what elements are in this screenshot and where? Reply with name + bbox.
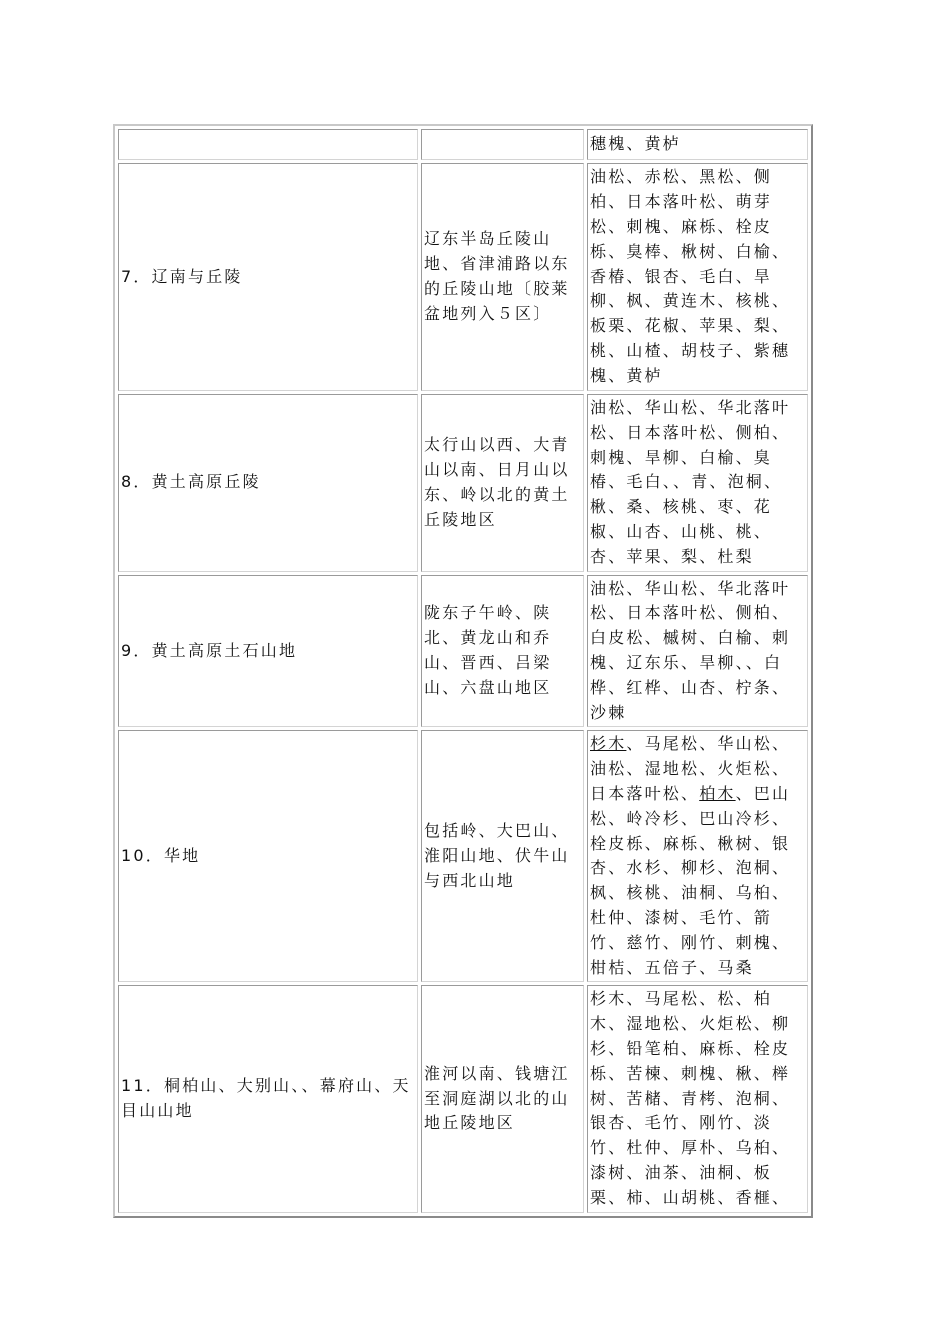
species-cell [587,129,808,160]
species-text: 油松、华山松、华北落叶松、日本落叶松、侧柏、白皮松、槭树、白榆、刺槐、辽东乐、旱柳、、白桦、红桦、山杏、柠条、沙棘 [590,578,791,722]
region-cell: 7．辽南与丘陵 [118,163,418,391]
region-cell: 9．黄土高原土石山地 [118,575,418,728]
table-row [118,394,808,572]
table-row [118,129,808,160]
species-text: 、巴山松、岭冷杉、巴山冷杉、栓皮栎、麻栎、楸树、银杏、水杉、柳杉、泡桐、枫、核桃、油桐、乌桕、杜仲、漆树、毛竹、箭竹、慈竹、刚竹、刺槐、柑桔、五倍子、马桑 [590,783,791,977]
scope-cell: 辽东半岛丘陵山地、省津浦路以东的丘陵山地〔胶莱盆地列入５区〕 [421,163,584,391]
species-link-baimu[interactable]: 柏木 [699,783,736,803]
species-cell [587,394,808,572]
species-cell [587,575,808,728]
species-cell [587,985,808,1212]
region-cell: 8．黄土高原丘陵 [118,394,418,572]
table-row [118,163,808,391]
species-link-shanmu[interactable]: 杉木 [590,734,627,754]
region-cell: 10．华地 [118,730,418,982]
region-species-table [113,124,813,1218]
species-text: 油松、华山松、华北落叶松、日本落叶松、侧柏、刺槐、旱柳、白榆、臭椿、毛白、、青、泡桐、楸、桑、核桃、枣、花椒、山杏、山桃、桃、杏、苹果、梨、杜梨 [590,398,791,566]
table-row [118,575,808,728]
species-cell [587,730,808,982]
scope-cell: 陇东子午岭、陕北、黄龙山和乔山、晋西、吕梁山、六盘山地区 [421,575,584,728]
scope-cell: 淮河以南、钱塘江至洞庭湖以北的山地丘陵地区 [421,985,584,1212]
table-row [118,730,808,982]
scope-cell: 包括岭、大巴山、淮阳山地、伏牛山与西北山地 [421,730,584,982]
scope-cell [421,129,584,160]
species-text: 油松、赤松、黑松、侧柏、日本落叶松、萌芽松、刺槐、麻栎、栓皮栎、臭棒、楸树、白榆、香椿、银杏、毛白、旱柳、枫、黄连木、核桃、板栗、花椒、苹果、梨、桃、山楂、胡枝子、紫穗槐、黄栌 [590,167,791,385]
table-row [118,985,808,1212]
species-text: 、马尾松、华山松、油松、湿地松、火炬松、日本落叶松、 [590,734,791,803]
region-cell: 11．桐柏山、大别山、、幕府山、天目山山地 [118,985,418,1212]
scope-cell: 太行山以西、大青山以南、日月山以东、岭以北的黄土丘陵地区 [421,394,584,572]
species-text: 穗槐、黄栌 [590,134,682,154]
species-cell [587,163,808,391]
region-cell [118,129,418,160]
species-text: 杉木、马尾松、松、柏木、湿地松、火炬松、柳杉、铅笔柏、麻栎、栓皮栎、苦楝、刺槐、楸、榉树、苦槠、青栲、泡桐、银杏、毛竹、刚竹、淡竹、杜仲、厚朴、乌桕、漆树、油茶、油桐、板栗、柿、山胡桃、香榧、 [590,989,791,1207]
